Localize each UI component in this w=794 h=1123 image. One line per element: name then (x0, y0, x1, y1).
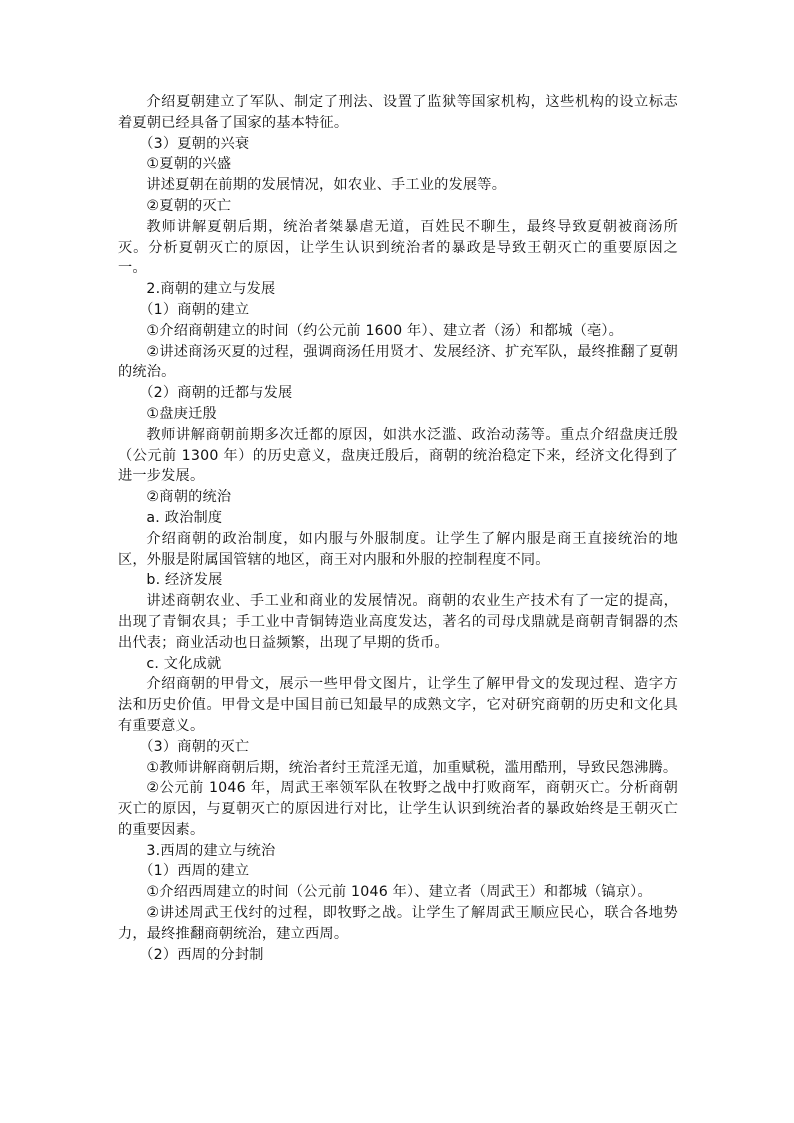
paragraph: 介绍夏朝建立了军队、制定了刑法、设置了监狱等国家机构，这些机构的设立标志着夏朝已经具备了国家的基本特征。 (118, 94, 678, 131)
subheading: （1）商朝的建立 (139, 301, 250, 318)
paragraph: ①夏朝的兴盛 (146, 156, 232, 173)
paragraph: ②夏朝的灭亡 (146, 197, 232, 214)
paragraph: ②商朝的统治 (146, 489, 232, 506)
paragraph: c. 文化成就 (146, 655, 222, 672)
subheading: （3）商朝的灭亡 (139, 738, 250, 755)
paragraph: 介绍商朝的政治制度，如内服与外服制度。让学生了解内服是商王直接统治的地区，外服是附属国管辖的地区，商王对内服和外服的控制程度不同。 (118, 530, 678, 568)
paragraph: ①介绍商朝建立的时间（约公元前 1600 年）、建立者（汤）和都城（亳）。 (146, 322, 624, 339)
paragraph: 教师讲解商朝前期多次迁都的原因，如洪水泛滥、政治动荡等。重点介绍盘庚迁殷（公元前 1300 年）的历史意义，盘庚迁殷后，商朝的统治稳定下来，经济文化得到了进一步发展。 (118, 426, 678, 485)
subheading: （1）西周的建立 (139, 863, 250, 880)
subheading: （2）西周的分封制 (139, 946, 264, 963)
paragraph: ①教师讲解商朝后期，统治者纣王荒淫无道，加重赋税，滥用酷刑，导致民怨沸腾。 (146, 759, 678, 776)
paragraph: ①介绍西周建立的时间（公元前 1046 年）、建立者（周武王）和都城（镐京）。 (146, 884, 652, 901)
document-body (118, 92, 678, 965)
subheading: （3）夏朝的兴衰 (139, 135, 250, 152)
section-heading: 3.西周的建立与统治 (146, 842, 276, 859)
paragraph: ①盘庚迁殷 (146, 405, 217, 422)
paragraph: ②公元前 1046 年，周武王率领军队在牧野之战中打败商军，商朝灭亡。分析商朝灭亡的原因，与夏朝灭亡的原因进行对比，让学生认识到统治者的暴政始终是王朝灭亡的重要因素。 (118, 780, 678, 838)
paragraph: b. 经济发展 (146, 572, 223, 589)
section-heading: 2.商朝的建立与发展 (146, 281, 276, 298)
paragraph: a. 政治制度 (146, 509, 223, 526)
subheading: （2）商朝的迁都与发展 (139, 385, 293, 402)
paragraph: 讲述商朝农业、手工业和商业的发展情况。商朝的农业生产技术有了一定的提高，出现了青铜农具；手工业中青铜铸造业高度发达，著名的司母戊鼎就是商朝青铜器的杰出代表；商业活动也日益频繁，出现了早期的货币。 (118, 593, 678, 651)
paragraph: 教师讲解夏朝后期，统治者桀暴虐无道，百姓民不聊生，最终导致夏朝被商汤所灭。分析夏朝灭亡的原因，让学生认识到统治者的暴政是导致王朝灭亡的重要原因之一。 (118, 218, 678, 277)
paragraph: ②讲述商汤灭夏的过程，强调商汤任用贤才、发展经济、扩充军队，最终推翻了夏朝的统治。 (118, 343, 678, 381)
paragraph: 讲述夏朝在前期的发展情况，如农业、手工业的发展等。 (146, 177, 507, 194)
paragraph: ②讲述周武王伐纣的过程，即牧野之战。让学生了解周武王顺应民心，联合各地势力，最终推翻商朝统治，建立西周。 (118, 905, 678, 942)
paragraph: 介绍商朝的甲骨文，展示一些甲骨文图片，让学生了解甲骨文的发现过程、造字方法和历史价值。甲骨文是中国目前已知最早的成熟文字，它对研究商朝的历史和文化具有重要意义。 (118, 676, 678, 734)
